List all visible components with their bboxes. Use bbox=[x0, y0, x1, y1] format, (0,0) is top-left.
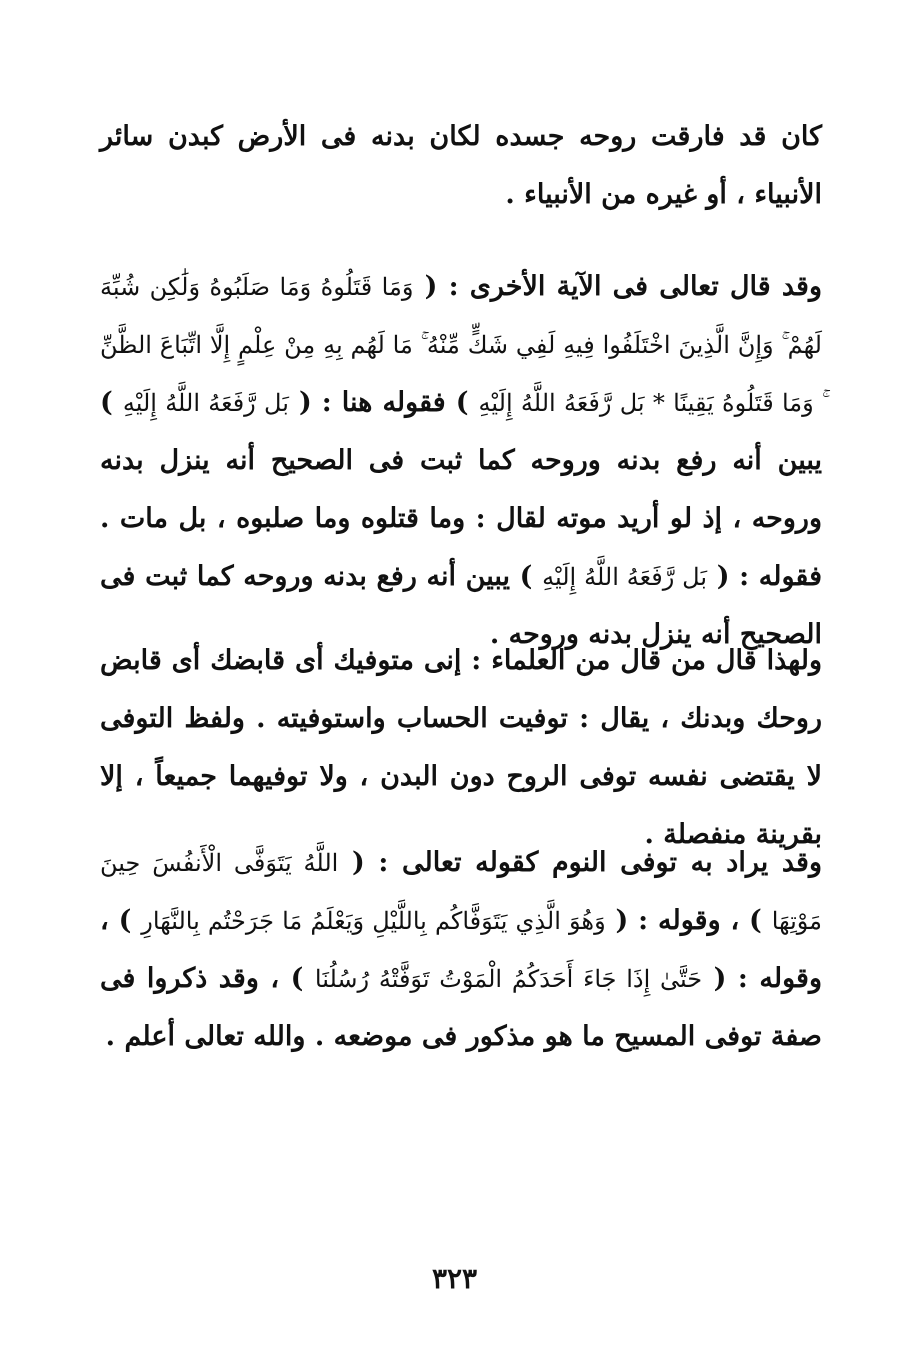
quran-verse: بَل رَّفَعَهُ اللَّهُ إِلَيْهِ bbox=[542, 563, 708, 591]
quran-verse: حَتَّىٰ إِذَا جَاءَ أَحَدَكُمُ الْمَوْتُ تَوَفَّتْهُ رُسُلُنَا bbox=[314, 965, 703, 993]
quran-verse: وَمَا قَتَلُوهُ وَمَا صَلَبُوهُ وَلَٰكِن شُبِّهَ لَهُمْ ۚ وَإِنَّ الَّذِينَ اخْتَلَفُوا فِيهِ لَفِي شَكٍّ مِّنْهُ ۚ مَا لَهُم بِهِ مِنْ عِلْمٍ إِلَّا اتِّبَاعَ الظَّنِّ ۚ وَمَا قَتَلُوهُ يَقِينًا * بَل رَّفَعَهُ اللَّهُ إِلَيْهِ bbox=[100, 273, 822, 417]
paragraph-text: ولهذا قال من قال من العلماء : إنى متوفيك أى قابضك أى قابض روحك وبدنك ، يقال : توفيت الحساب واستوفيته . ولفظ التوفى لا يقتضى نفسه توفى الروح دون البدن ، ولا توفيهما جميعاً ، إلا بقرينة منفصلة . bbox=[100, 645, 822, 850]
paragraph-text: ) ، وقوله : ( bbox=[100, 905, 822, 994]
paragraph-4 bbox=[100, 834, 822, 1066]
quran-verse: اللَّهُ يَتَوَفَّى الْأَنفُسَ حِينَ مَوْتِهَا bbox=[100, 849, 823, 935]
paragraph-1 bbox=[100, 108, 822, 224]
paragraph-text: كان قد فارقت روحه جسده لكان بدنه فى الأرض كبدن سائر الأنبياء ، أو غيره من الأنبياء . bbox=[100, 121, 822, 210]
paragraph-text: ) يبين أنه رفع بدنه وروحه كما ثبت فى الصحيح أنه ينزل بدنه وروحه ، إذ لو أريد موته لقال : وما قتلوه وما صلبوه ، بل مات . فقوله : ( bbox=[100, 387, 822, 592]
paragraph-text: ) يبين أنه رفع بدنه وروحه كما ثبت فى الصحيح أنه ينزل بدنه وروحه . bbox=[100, 561, 822, 650]
paragraph-text: وقد يراد به توفى النوم كقوله تعالى : ( bbox=[338, 847, 822, 878]
paragraph-text: ) ، وقد ذكروا فى صفة توفى المسيح ما هو مذكور فى موضعه . والله تعالى أعلم . bbox=[100, 963, 822, 1052]
paragraph-2 bbox=[100, 258, 822, 664]
paragraph-text: وقد قال تعالى فى الآية الأخرى : ( bbox=[413, 271, 822, 302]
paragraph-text: ) فقوله هنا : ( bbox=[288, 387, 479, 418]
paragraph-3 bbox=[100, 632, 822, 864]
paragraph-text: ) ، وقوله : ( bbox=[605, 905, 772, 936]
page-number: ٣٢٣ bbox=[431, 1262, 478, 1295]
quran-verse: بَل رَّفَعَهُ اللَّهُ إِلَيْهِ bbox=[122, 389, 289, 417]
quran-verse: وَهُوَ الَّذِي يَتَوَفَّاكُم بِاللَّيْلِ وَيَعْلَمُ مَا جَرَحْتُم بِالنَّهَارِ bbox=[141, 907, 606, 935]
